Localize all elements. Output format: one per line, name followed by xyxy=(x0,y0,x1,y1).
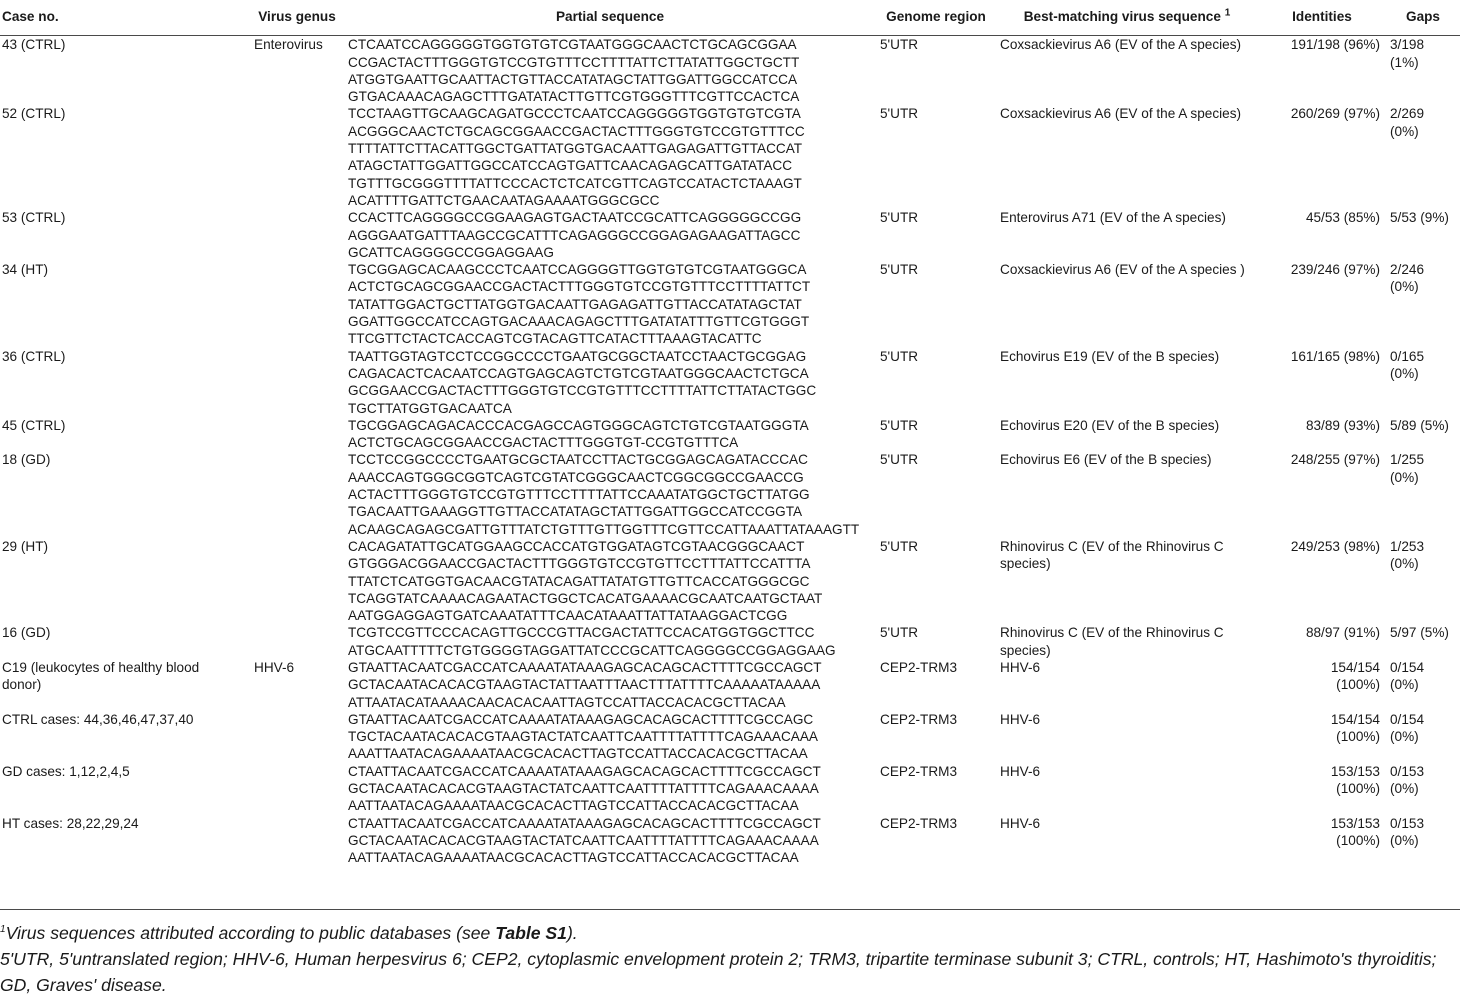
sequence-line: ATAGCTATTGGATTGGCCATCCAGTGATTCAACAGAGCATTGATATACC xyxy=(348,158,793,174)
sequence-line: ATGGTGAATTGCAATTACTGTTACCATATAGCTATTGGATTGGCCATCCA xyxy=(348,71,798,87)
sequence-line: GCTACAATACACACGTAAGTACTATCAATTCAATTTTATTTTCAGAAACAAAA xyxy=(348,781,819,797)
sequence-line: TGTTTGCGGGTTTTATTCCCACTCTCATCGTTCAGTCCATACTCTAAAGT xyxy=(348,175,802,191)
gaps-text: 0/165 xyxy=(1390,348,1425,364)
header-partial-sequence: Partial sequence xyxy=(344,0,876,36)
gaps-text: (0%) xyxy=(1390,365,1419,381)
sequence-line: TATATTGGACTGCTTATGGTGACAATTGAGAGATTGTTACCATATAGCTAT xyxy=(348,296,802,312)
table-body xyxy=(0,36,1460,867)
sequence-cell xyxy=(344,711,876,763)
gaps-text: (0%) xyxy=(1390,781,1419,797)
genus-cell xyxy=(250,624,344,659)
identities-cell xyxy=(1258,711,1386,763)
gaps-cell xyxy=(1386,348,1460,417)
case-cell xyxy=(0,451,250,537)
gaps-text: 0/154 xyxy=(1390,659,1425,675)
case-cell xyxy=(0,659,250,711)
gaps-text: (0%) xyxy=(1390,279,1419,295)
identities-cell xyxy=(1258,417,1386,452)
genus-text: HHV-6 xyxy=(254,659,295,675)
table-row xyxy=(0,36,1460,106)
case-cell xyxy=(0,209,250,261)
region-text: 5'UTR xyxy=(880,538,919,554)
sequence-cell xyxy=(344,538,876,624)
identities-cell xyxy=(1258,348,1386,417)
best-match-text: Echovirus E20 (EV of the B species) xyxy=(1000,417,1220,433)
sequence-line: TGCGGAGCAGACACCCACGAGCCAGTGGGCAGTCTGTCGTAATGGGTA xyxy=(348,417,809,433)
sequence-line: GTGACAAACAGAGCTTTGATATACTTGTTCGTGGGTTTCGTTCCACTCA xyxy=(348,89,800,105)
identities-text: 161/165 (98%) xyxy=(1290,348,1380,364)
table-header-row xyxy=(0,0,1460,36)
sequence-line: GTAATTACAATCGACCATCAAAATATAAAGAGCACAGCACTTTTCGCCAGCT xyxy=(348,659,822,675)
header-virus-genus: Virus genus xyxy=(250,0,344,36)
identities-text: (100%) xyxy=(1336,832,1380,848)
case-text: C19 (leukocytes of healthy blood xyxy=(2,659,200,675)
sequence-cell xyxy=(344,659,876,711)
region-text: CEP2-TRM3 xyxy=(880,763,958,779)
best-match-text: Coxsackievirus A6 (EV of the A species) xyxy=(1000,37,1242,53)
sequence-line: TGCTACAATACACACGTAAGTACTATCAATTCAATTTTATTTTCAGAAACAAA xyxy=(348,729,818,745)
sequence-line: TTTTATTCTTACATTGGCTGATTATGGTGACAATTGAGAGATTGTTACCAT xyxy=(348,141,803,157)
identities-text: (100%) xyxy=(1336,781,1380,797)
region-cell xyxy=(876,348,996,417)
genus-cell xyxy=(250,417,344,452)
sequence-line: ACATTTTGATTCTGAACAATAGAAAATGGGCGCC xyxy=(348,192,660,208)
case-text: 43 (CTRL) xyxy=(2,37,66,53)
sequence-cell xyxy=(344,763,876,815)
region-cell xyxy=(876,417,996,452)
case-cell xyxy=(0,815,250,867)
case-cell xyxy=(0,348,250,417)
header-case-no: Case no. xyxy=(0,0,250,36)
table-row xyxy=(0,538,1460,624)
sequence-line: TGACAATTGAAAGGTTGTTACCATATAGCTATTGGATTGGCCATCCGGTA xyxy=(348,504,803,520)
best-match-text: Coxsackievirus A6 (EV of the A species ) xyxy=(1000,262,1245,278)
footnote-1 xyxy=(0,920,1460,946)
gaps-text: 0/154 xyxy=(1390,711,1425,727)
identities-cell xyxy=(1258,261,1386,347)
region-text: 5'UTR xyxy=(880,348,919,364)
best-match-cell xyxy=(996,538,1258,624)
gaps-cell xyxy=(1386,36,1460,106)
sequence-line: ATTAATACATAAAACAACACACAATTAGTCCATTACCACACGCTTACAA xyxy=(348,694,786,710)
footnote-1-sup: 1 xyxy=(0,924,6,936)
best-match-cell xyxy=(996,417,1258,452)
identities-text: 154/154 xyxy=(1330,711,1380,727)
case-cell xyxy=(0,105,250,209)
gaps-cell xyxy=(1386,451,1460,537)
best-match-cell xyxy=(996,451,1258,537)
sequence-line: ACTCTGCAGCGGAACCGACTACTTTGGGTGT-CCGTGTTTCA xyxy=(348,435,739,451)
best-match-text: Rhinovirus C (EV of the Rhinovirus C xyxy=(1000,625,1224,641)
region-cell xyxy=(876,36,996,106)
gaps-cell xyxy=(1386,624,1460,659)
genus-cell xyxy=(250,348,344,417)
case-cell xyxy=(0,711,250,763)
genus-cell xyxy=(250,105,344,209)
gaps-text: (0%) xyxy=(1390,677,1419,693)
sequence-cell xyxy=(344,451,876,537)
case-cell xyxy=(0,261,250,347)
identities-text: 153/153 xyxy=(1330,763,1380,779)
identities-cell xyxy=(1258,451,1386,537)
sequence-line: GTAATTACAATCGACCATCAAAATATAAAGAGCACAGCACTTTTCGCCAGC xyxy=(348,711,814,727)
table-row xyxy=(0,451,1460,537)
identities-cell xyxy=(1258,624,1386,659)
sequence-line: TCCTAAGTTGCAAGCAGATGCCCTCAATCCAGGGGGTGGTGTGTCGTA xyxy=(348,106,801,122)
best-match-cell xyxy=(996,659,1258,711)
best-match-cell xyxy=(996,624,1258,659)
gaps-text: (0%) xyxy=(1390,123,1419,139)
case-text: 45 (CTRL) xyxy=(2,417,66,433)
identities-text: 249/253 (98%) xyxy=(1290,538,1380,554)
sequence-line: ACTCTGCAGCGGAACCGACTACTTTGGGTGTCCGTGTTTCCTTTTATTCT xyxy=(348,279,811,295)
best-match-text: HHV-6 xyxy=(1000,711,1041,727)
gaps-text: 2/269 xyxy=(1390,106,1425,122)
best-match-text: Enterovirus A71 (EV of the A species) xyxy=(1000,210,1226,226)
footnotes xyxy=(0,920,1460,998)
genus-cell xyxy=(250,763,344,815)
table-row xyxy=(0,659,1460,711)
footnote-2: 5'UTR, 5'untranslated region; HHV-6, Human herpesvirus 6; CEP2, cytoplasmic envelopment protein 2; TRM3, tripartite terminase subunit 3; CTRL, controls; HT, Hashimoto's thyroiditis; GD, Graves' disease. xyxy=(0,949,1437,995)
sequence-line: GCTACAATACACACGTAAGTACTATTAATTTAACTTTATTTTCAAAAATAAAAA xyxy=(348,677,821,693)
case-text: GD cases: 1,12,2,4,5 xyxy=(2,763,130,779)
case-text: 34 (HT) xyxy=(2,262,49,278)
sequence-line: AATGGAGGAGTGATCAAATATTTCAACATAAATTATTATAAGGACTCGG xyxy=(348,608,788,624)
sequence-cell xyxy=(344,348,876,417)
sequence-line: GGATTGGCCATCCAGTGACAAACAGAGCTTTGATATATTTGTTCGTGGGT xyxy=(348,314,810,330)
sequence-line: CACAGATATTGCATGGAAGCCACCATGTGGATAGTCGTAACGGGCAACT xyxy=(348,538,805,554)
genus-text: Enterovirus xyxy=(254,37,323,53)
case-text: donor) xyxy=(2,677,42,693)
sequence-cell xyxy=(344,261,876,347)
genus-cell xyxy=(250,711,344,763)
sequence-cell xyxy=(344,815,876,867)
table-row xyxy=(0,261,1460,347)
gaps-cell xyxy=(1386,538,1460,624)
gaps-text: 1/255 xyxy=(1390,452,1425,468)
identities-text: 260/269 (97%) xyxy=(1290,106,1380,122)
best-match-cell xyxy=(996,815,1258,867)
sequence-line: TTATCTCATGGTGACAACGTATACAGATTATATGTTGTTCACCATGGGCGC xyxy=(348,573,810,589)
best-match-cell xyxy=(996,209,1258,261)
case-text: 36 (CTRL) xyxy=(2,348,66,364)
sequence-line: AAACCAGTGGGCGGTCAGTCGTATCGGGCAACTCGGCGGCCGAACCG xyxy=(348,469,804,485)
header-best-match xyxy=(996,0,1258,36)
header-gaps: Gaps xyxy=(1386,0,1460,36)
sequence-line: TGCGGAGCACAAGCCCTCAATCCAGGGGTTGGTGTGTCGTAATGGGCA xyxy=(348,262,807,278)
case-cell xyxy=(0,417,250,452)
best-match-text: Echovirus E19 (EV of the B species) xyxy=(1000,348,1220,364)
table-row xyxy=(0,348,1460,417)
sequence-line: CTAATTACAATCGACCATCAAAATATAAAGAGCACAGCACTTTTCGCCAGCT xyxy=(348,763,821,779)
best-match-cell xyxy=(996,348,1258,417)
case-text: 29 (HT) xyxy=(2,538,49,554)
best-match-text: Coxsackievirus A6 (EV of the A species) xyxy=(1000,106,1242,122)
region-cell xyxy=(876,815,996,867)
best-match-cell xyxy=(996,261,1258,347)
sequence-line: TGCTTATGGTGACAATCA xyxy=(348,400,512,416)
case-text: 16 (GD) xyxy=(2,625,51,641)
region-text: 5'UTR xyxy=(880,210,919,226)
region-cell xyxy=(876,711,996,763)
region-text: 5'UTR xyxy=(880,625,919,641)
identities-text: 191/198 (96%) xyxy=(1290,37,1380,53)
sequence-line: TCCTCCGGCCCCTGAATGCGCTAATCCTTACTGCGGAGCAGATACCCAC xyxy=(348,452,808,468)
best-match-text: HHV-6 xyxy=(1000,763,1041,779)
header-identities: Identities xyxy=(1258,0,1386,36)
sequence-line: TCGTCCGTTCCCACAGTTGCCCGTTACGACTATTCCACATGGTGGCTTCC xyxy=(348,625,815,641)
sequence-line: AAATTAATACAGAAAATAACGCACACTTAGTCCATTACCACACGCTTACAA xyxy=(348,746,808,762)
identities-text: 88/97 (91%) xyxy=(1305,625,1380,641)
identities-text: 153/153 xyxy=(1330,815,1380,831)
gaps-cell xyxy=(1386,417,1460,452)
gaps-text: (1%) xyxy=(1390,54,1419,70)
region-cell xyxy=(876,538,996,624)
gaps-cell xyxy=(1386,209,1460,261)
table-row xyxy=(0,209,1460,261)
case-text: 52 (CTRL) xyxy=(2,106,66,122)
case-cell xyxy=(0,36,250,106)
sequence-line: ACGGGCAACTCTGCAGCGGAACCGACTACTTTGGGTGTCCGTGTTTCC xyxy=(348,123,805,139)
sequence-line: AGGGAATGATTTAAGCCGCATTTCAGAGGGCCGGAGAGAAGATTAGCC xyxy=(348,227,801,243)
identities-cell xyxy=(1258,538,1386,624)
footnote-1-text: Virus sequences attributed according to public databases (see xyxy=(5,923,496,943)
genus-cell xyxy=(250,36,344,106)
header-best-match-label: Best-matching virus sequence xyxy=(1023,9,1221,24)
region-cell xyxy=(876,261,996,347)
genus-cell xyxy=(250,659,344,711)
genus-cell xyxy=(250,261,344,347)
region-cell xyxy=(876,209,996,261)
sequence-line: TTCGTTCTACTCACCAGTCGTACAGTTCATACTTTAAAGTACATTC xyxy=(348,331,762,347)
identities-text: (100%) xyxy=(1336,729,1380,745)
sequence-line: CTCAATCCAGGGGGTGGTGTGTCGTAATGGGCAACTCTGCAGCGGAA xyxy=(348,37,797,53)
region-text: 5'UTR xyxy=(880,106,919,122)
sequence-line: AATTAATACAGAAAATAACGCACACTTAGTCCATTACCACACGCTTACAA xyxy=(348,850,799,866)
genus-cell xyxy=(250,209,344,261)
header-genome-region: Genome region xyxy=(876,0,996,36)
table-row xyxy=(0,815,1460,867)
sequence-line: GCATTCAGGGGCCGGAGGAAG xyxy=(348,244,554,260)
identities-text: 83/89 (93%) xyxy=(1305,417,1380,433)
table-row xyxy=(0,763,1460,815)
region-cell xyxy=(876,624,996,659)
footnote-1-end: ). xyxy=(566,923,578,943)
identities-cell xyxy=(1258,815,1386,867)
genus-cell xyxy=(250,815,344,867)
table-row xyxy=(0,624,1460,659)
best-match-cell xyxy=(996,763,1258,815)
gaps-text: 1/253 xyxy=(1390,538,1425,554)
table-row xyxy=(0,105,1460,209)
region-cell xyxy=(876,105,996,209)
footnote-1-ref[interactable]: Table S1 xyxy=(495,923,567,943)
sequence-line: CCGACTACTTTGGGTGTCCGTGTTTCCTTTTATTCTTATATTGGCTGCTT xyxy=(348,54,800,70)
region-cell xyxy=(876,763,996,815)
table-row xyxy=(0,711,1460,763)
case-text: CTRL cases: 44,36,46,47,37,40 xyxy=(2,711,194,727)
region-text: 5'UTR xyxy=(880,262,919,278)
region-cell xyxy=(876,451,996,537)
case-text: 53 (CTRL) xyxy=(2,210,66,226)
region-cell xyxy=(876,659,996,711)
header-best-match-sup: 1 xyxy=(1224,7,1231,19)
best-match-text: species) xyxy=(1000,556,1051,572)
sequence-line: ACTACTTTGGGTGTCCGTGTTTCCTTTTATTCCAAATATGGCTGCTTATGG xyxy=(348,487,810,503)
sequence-cell xyxy=(344,417,876,452)
sequence-line: TCAGGTATCAAAACAGAATACTGGCTCACATGAAAACGCAATCAATGCTAAT xyxy=(348,590,823,606)
case-cell xyxy=(0,763,250,815)
region-text: 5'UTR xyxy=(880,452,919,468)
gaps-cell xyxy=(1386,711,1460,763)
case-cell xyxy=(0,538,250,624)
table-row xyxy=(0,417,1460,452)
region-text: 5'UTR xyxy=(880,37,919,53)
case-text: HT cases: 28,22,29,24 xyxy=(2,815,139,831)
gaps-text: (0%) xyxy=(1390,556,1419,572)
sequence-cell xyxy=(344,105,876,209)
identities-cell xyxy=(1258,763,1386,815)
best-match-text: Echovirus E6 (EV of the B species) xyxy=(1000,452,1212,468)
identities-text: 154/154 xyxy=(1330,659,1380,675)
identities-text: 239/246 (97%) xyxy=(1290,262,1380,278)
gaps-text: 5/53 (9%) xyxy=(1390,210,1449,226)
case-text: 18 (GD) xyxy=(2,452,51,468)
best-match-cell xyxy=(996,105,1258,209)
identities-cell xyxy=(1258,659,1386,711)
best-match-text: Rhinovirus C (EV of the Rhinovirus C xyxy=(1000,538,1224,554)
gaps-text: 5/97 (5%) xyxy=(1390,625,1449,641)
sequence-cell xyxy=(344,209,876,261)
best-match-cell xyxy=(996,36,1258,106)
sequence-line: GTGGGACGGAACCGACTACTTTGGGTGTCCGTGTTCCTTTATTCCATTTA xyxy=(348,556,811,572)
identities-cell xyxy=(1258,105,1386,209)
sequence-line: CCACTTCAGGGGCCGGAAGAGTGACTAATCCGCATTCAGGGGGCCGG xyxy=(348,210,802,226)
sequence-cell xyxy=(344,36,876,106)
region-text: CEP2-TRM3 xyxy=(880,711,958,727)
sequence-line: CAGACACTCACAATCCAGTGAGCAGTCTGTCGTAATGGGCAACTCTGCA xyxy=(348,365,809,381)
sequence-line: TAATTGGTAGTCCTCCGGCCCCTGAATGCGGCTAATCCTAACTGCGGAG xyxy=(348,348,807,364)
sequence-cell xyxy=(344,624,876,659)
gaps-text: (0%) xyxy=(1390,729,1419,745)
table-bottom-rule xyxy=(0,909,1460,910)
sequence-line: ATGCAATTTTTCTGTGGGGTAGGATTATCCCGCATTCAGGGGCCGGAGGAAG xyxy=(348,642,836,658)
gaps-text: 0/153 xyxy=(1390,815,1425,831)
gaps-text: (0%) xyxy=(1390,832,1419,848)
sequence-line: GCGGAACCGACTACTTTGGGTGTCCGTGTTTCCTTTTATTCTTATACTGGC xyxy=(348,383,817,399)
gaps-text: 3/198 xyxy=(1390,37,1425,53)
gaps-cell xyxy=(1386,261,1460,347)
region-text: CEP2-TRM3 xyxy=(880,659,958,675)
identities-text: (100%) xyxy=(1336,677,1380,693)
sequence-line: ACAAGCAGAGCGATTGTTTATCTGTTTGTTGGTTTCGTTCCATTAAATTATAAAGTT xyxy=(348,521,860,537)
best-match-text: species) xyxy=(1000,642,1051,658)
sequence-line: CTAATTACAATCGACCATCAAAATATAAAGAGCACAGCACTTTTCGCCAGCT xyxy=(348,815,821,831)
gaps-text: 5/89 (5%) xyxy=(1390,417,1449,433)
identities-cell xyxy=(1258,36,1386,106)
region-text: CEP2-TRM3 xyxy=(880,815,958,831)
gaps-text: 2/246 xyxy=(1390,262,1425,278)
genus-cell xyxy=(250,538,344,624)
gaps-text: (0%) xyxy=(1390,469,1419,485)
best-match-text: HHV-6 xyxy=(1000,659,1041,675)
sequence-line: AATTAATACAGAAAATAACGCACACTTAGTCCATTACCACACGCTTACAA xyxy=(348,798,799,814)
identities-text: 45/53 (85%) xyxy=(1305,210,1380,226)
identities-cell xyxy=(1258,209,1386,261)
identities-text: 248/255 (97%) xyxy=(1290,452,1380,468)
best-match-cell xyxy=(996,711,1258,763)
best-match-text: HHV-6 xyxy=(1000,815,1041,831)
sequence-line: GCTACAATACACACGTAAGTACTATCAATTCAATTTTATTTTCAGAAACAAAA xyxy=(348,832,819,848)
gaps-cell xyxy=(1386,815,1460,867)
genus-cell xyxy=(250,451,344,537)
gaps-cell xyxy=(1386,659,1460,711)
gaps-cell xyxy=(1386,763,1460,815)
case-cell xyxy=(0,624,250,659)
gaps-text: 0/153 xyxy=(1390,763,1425,779)
region-text: 5'UTR xyxy=(880,417,919,433)
gaps-cell xyxy=(1386,105,1460,209)
